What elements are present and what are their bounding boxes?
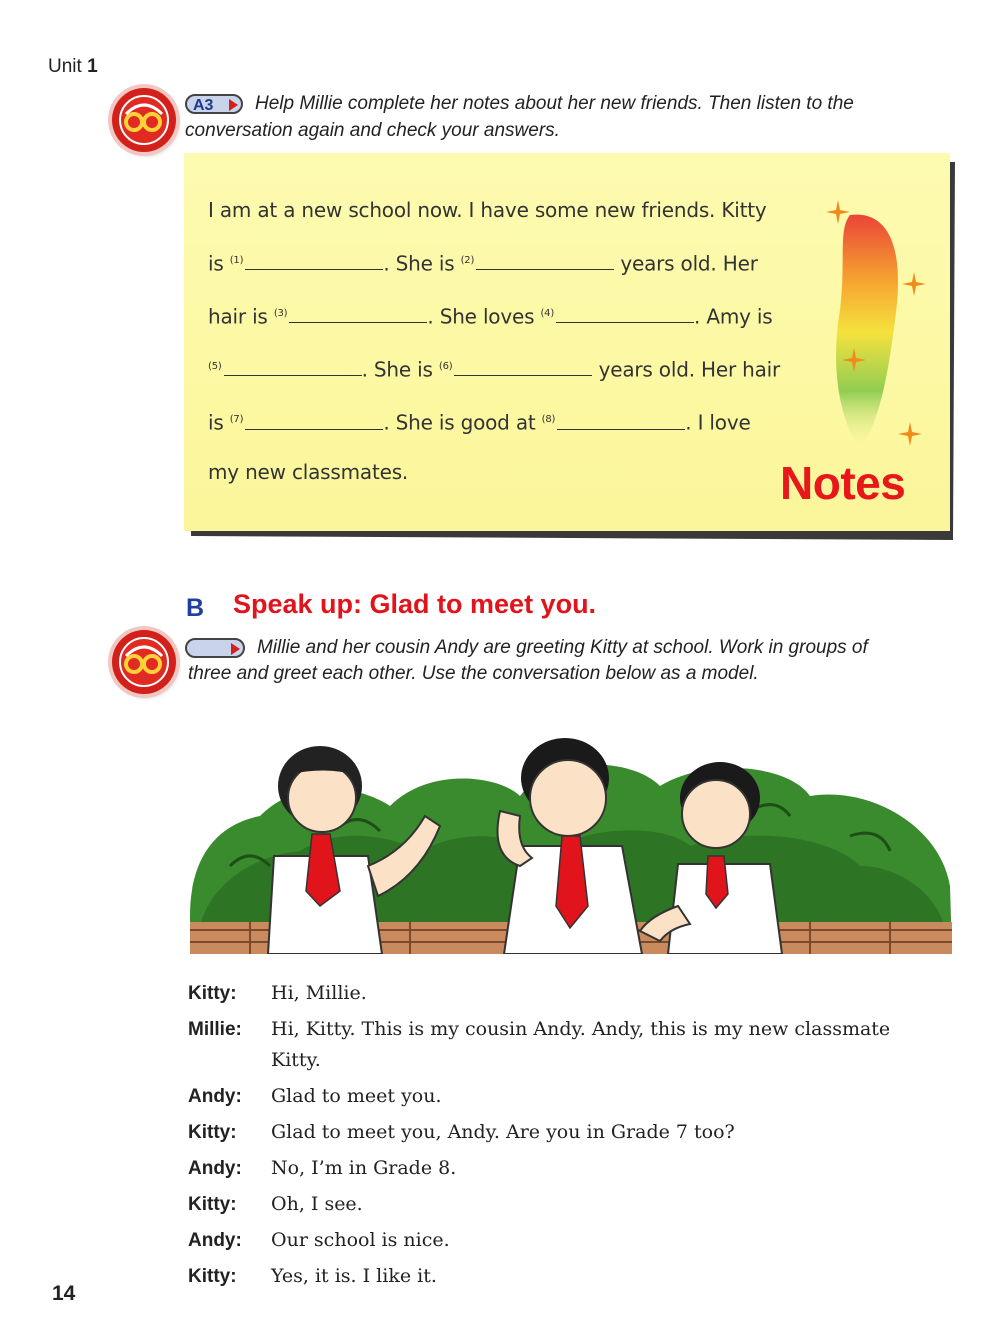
- dialogue-speaker: Kitty:: [188, 1122, 237, 1143]
- dialogue-line: Our school is nice.: [271, 1229, 450, 1251]
- notes-body: [208, 186, 828, 498]
- dialogue-row: [188, 1081, 948, 1112]
- section-title: Speak up: Glad to meet you.: [233, 589, 597, 619]
- sparkle-star-icon: [902, 272, 926, 296]
- blank-4[interactable]: [556, 304, 694, 323]
- play-triangle-icon: [231, 643, 240, 655]
- dialogue-row: [188, 1117, 948, 1148]
- speaking-cd-icon[interactable]: [112, 630, 176, 694]
- blank-6[interactable]: [454, 357, 592, 376]
- blank-5[interactable]: [224, 357, 362, 376]
- blank-8[interactable]: [557, 411, 685, 430]
- dialogue-row: [188, 1189, 948, 1220]
- unit-label: [48, 56, 98, 78]
- dialogue-line: Yes, it is. I like it.: [271, 1265, 437, 1287]
- blank-7[interactable]: [245, 411, 383, 430]
- dialogue-line: Glad to meet you.: [271, 1085, 442, 1107]
- dialogue-row: [188, 1225, 948, 1256]
- notes-line: hair is $^{(3)}$ . She loves $^{(4)}$ . Amy is: [208, 304, 773, 329]
- listening-cd-icon[interactable]: [112, 88, 176, 152]
- dialogue-line: Hi, Millie.: [271, 982, 367, 1004]
- dialogue-speaker: Kitty:: [188, 1266, 237, 1287]
- dialogue-line: Glad to meet you, Andy. Are you in Grade 7 too?: [271, 1121, 735, 1143]
- page-number: 14: [52, 1282, 76, 1305]
- notes-title: Notes: [780, 457, 906, 509]
- b-instruction-line2: three and greet each other. Use the conversation below as a model.: [188, 663, 759, 684]
- blank-2[interactable]: [476, 251, 614, 270]
- notes-line: is $^{(1)}$ . She is $^{(2)}$ years old. Her: [208, 251, 758, 276]
- b-instruction-line1: Millie and her cousin Andy are greeting Kitty at school. Work in groups of: [257, 637, 868, 658]
- sparkle-star-icon: [826, 200, 850, 224]
- dialogue-row: [188, 1153, 948, 1184]
- dialogue-row: [188, 1014, 948, 1076]
- dialogue-speaker: Kitty:: [188, 983, 237, 1004]
- dialogue-line: No, I’m in Grade 8.: [271, 1157, 457, 1179]
- notes-line: $^{(5)}$ . She is $^{(6)}$ years old. Her hair: [208, 357, 781, 382]
- dialogue-row: [188, 1261, 948, 1292]
- a3-instruction-line1: Help Millie complete her notes about her new friends. Then listen to the: [255, 93, 854, 114]
- notes-line: my new classmates.: [208, 460, 409, 485]
- dialogue: [188, 978, 948, 1297]
- sparkle-star-icon: [898, 422, 922, 446]
- unit-number: 1: [87, 56, 98, 77]
- sparkle-star-icon: [842, 348, 866, 372]
- section-letter: B: [186, 594, 205, 622]
- blank-1[interactable]: [245, 251, 383, 270]
- dialogue-line: Hi, Kitty. This is my cousin Andy. Andy, this is my new classmate Kitty.: [271, 1018, 891, 1071]
- a3-instruction-line2: conversation again and check your answers.: [185, 120, 560, 141]
- dialogue-speaker: Kitty:: [188, 1194, 237, 1215]
- play-triangle-icon: [229, 99, 238, 111]
- dialogue-speaker: Andy:: [188, 1086, 242, 1107]
- dialogue-line: Oh, I see.: [271, 1193, 363, 1215]
- dialogue-speaker: Andy:: [188, 1158, 242, 1179]
- dialogue-speaker: Andy:: [188, 1230, 242, 1251]
- unit-word: Unit: [48, 56, 82, 77]
- notes-line: is $^{(7)}$ . She is good at $^{(8)}$ . I love: [208, 410, 751, 435]
- a3-tag: A3: [185, 94, 243, 114]
- notes-line: I am at a new school now. I have some new friends. Kitty: [208, 198, 767, 222]
- blank-3[interactable]: [289, 304, 427, 323]
- dialogue-row: [188, 978, 948, 1009]
- dialogue-speaker: Millie:: [188, 1019, 242, 1040]
- students-greeting-illustration: [190, 716, 952, 954]
- rainbow-decoration: [820, 190, 940, 460]
- b-tag: [185, 638, 245, 658]
